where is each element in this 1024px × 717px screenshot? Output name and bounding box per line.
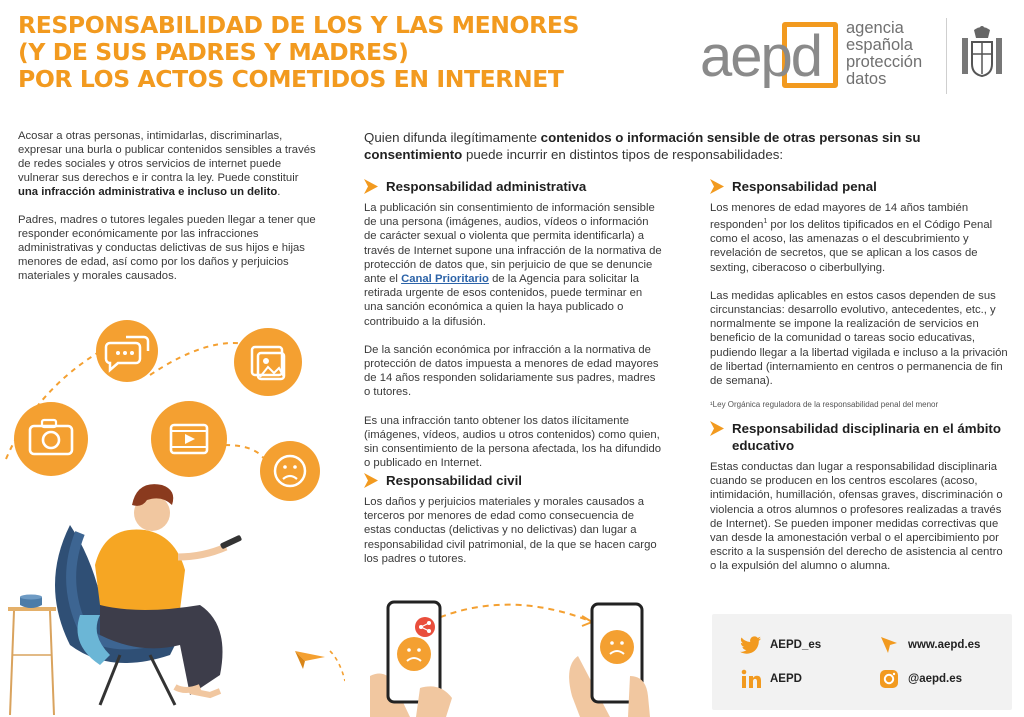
share-icon — [415, 617, 435, 637]
cursor-arrow-icon — [878, 634, 900, 656]
instagram-icon — [878, 668, 900, 690]
section-heading — [710, 178, 1010, 195]
intro-paragraph-2: Padres, madres o tutores legales pueden llegar a tener que responder económicamente por las infracciones administrativas y conductas delictivas de sus hijos e hijas menores de edad, así como por los daños y perjuicios materiales y morales causados. — [18, 214, 316, 282]
section-body — [710, 460, 1010, 574]
section-administrativa — [364, 178, 664, 484]
lead-bold: contenidos o información sensible de otras personas sin su consentimiento — [364, 130, 921, 162]
page-title — [18, 12, 658, 93]
phone-left — [370, 602, 452, 717]
sad-face-icon — [260, 441, 320, 501]
coat-of-arms-icon — [956, 24, 1008, 84]
disc-paragraph-1: Estas conductas dan lugar a responsabilidad disciplinaria cuando se producen en los centros escolares (acoso, intimidación, humillación, ofensas graves, discriminación o violencia a otros alumnos o profesores realizadas a través de Internet). Se pueden imponer medidas correctivas que van desde la amonestación verbal o el apercibimiento por escrito a la suspensión del derecho de asistencia al centro o la expulsión del alumno o alumna. — [710, 461, 1003, 573]
website-url: www.aepd.es — [908, 639, 981, 651]
chevron-right-icon — [364, 179, 378, 194]
website-link[interactable] — [878, 634, 980, 656]
section-penal — [710, 178, 1010, 426]
intro-p1-bold: una infracción administrativa e incluso un delito — [18, 186, 278, 198]
aepd-logo — [700, 18, 1010, 96]
penal-footnote: ¹Ley Orgánica reguladora de la responsabilidad penal del menor — [710, 400, 939, 410]
twitter-handle: AEPD_es — [770, 639, 822, 651]
twitter-icon — [740, 634, 762, 656]
linkedin-handle: AEPD — [770, 673, 802, 685]
section-body — [364, 495, 664, 566]
penal-p1-a: Los menores de edad mayores de 14 años también responden — [710, 202, 969, 231]
heading-text: Responsabilidad administrativa — [386, 179, 587, 194]
phones-illustration — [360, 596, 660, 717]
title-line-3: POR LOS ACTOS COMETIDOS EN INTERNET — [18, 65, 564, 93]
logo-divider — [946, 18, 947, 94]
logo-line: agencia — [846, 19, 904, 37]
chevron-right-icon — [364, 473, 378, 488]
section-disciplinaria — [710, 420, 1010, 588]
admin-paragraph-1 — [364, 201, 664, 329]
chat-bubbles-icon — [96, 320, 158, 382]
instagram-link[interactable] — [878, 668, 962, 690]
admin-paragraph-3: Es una infracción tanto obtener los datos ilícitamente (imágenes, vídeos, audios u otros contenidos) como quien, sin consentimiento de la persona afectada, los ha difundido o publicado en Internet. — [364, 414, 662, 470]
intro-text — [18, 129, 318, 297]
admin-p1-b: de la Agencia para solicitar la retirada urgente de esos contenidos, puede terminar en una sanción económica a quien la haya publicado o contribuido a la difusión. — [364, 273, 643, 328]
title-line-1: RESPONSABILIDAD DE LOS Y LAS MENORES — [18, 11, 579, 39]
lead-text-2: puede incurrir en distintos tipos de responsabilidades: — [462, 147, 784, 162]
lead-text-1: Quien difunda ilegítimamente — [364, 130, 541, 145]
teen-phone-illustration — [0, 295, 345, 715]
section-heading — [364, 472, 664, 489]
phone-right — [569, 604, 650, 717]
civil-paragraph-1: Los daños y perjuicios materiales y morales causados a terceros por menores de edad como consecuencia de estas conductas (delictivas y no delictivas) dan lugar a responsabilidad civil patrimonial, de la que se hacen cargo los padres o tutores. — [364, 496, 657, 565]
intro-p1-text: Acosar a otras personas, intimidarlas, discriminarlas, expresar una burla o publicar contenidos sensibles a través de redes sociales y otros servicios de internet puede vulnerar sus derechos e ir contra la ley. Puede constituir — [18, 130, 316, 184]
admin-p1-a: La publicación sin consentimiento de información sensible de una persona (imágenes, audios, vídeos o información de carácter sexual o violenta que permita identificarla) a través de Internet supone una infracción de la normativa de protección de datos que, sin perjuicio de que se denuncie ante el — [364, 202, 662, 286]
images-icon — [234, 328, 302, 396]
chevron-right-icon — [710, 179, 724, 194]
logo-line: española — [846, 36, 913, 54]
title-line-2: (Y DE SUS PADRES Y MADRES) — [18, 38, 409, 66]
intro-paragraph-1 — [18, 129, 318, 199]
admin-paragraph-2: De la sanción económica por infracción a la normativa de protección de datos impuesta a menores de edad mayores de 14 años responden solidariamente sus padres, madres o tutores. — [364, 343, 659, 399]
instagram-handle: @aepd.es — [908, 673, 963, 685]
linkedin-link[interactable] — [740, 668, 802, 690]
canal-prioritario-link[interactable]: Canal Prioritario — [401, 273, 489, 286]
logo-text — [846, 20, 922, 88]
lead-paragraph — [364, 129, 984, 163]
penal-p1-b: por los delitos tipificados en el Código Penal como el acoso, las amenazas o el descubrimiento y revelación de secretos, que se aplican a los casos de sexting, ciberacoso o ciberbullying. — [710, 218, 993, 274]
camera-icon — [14, 402, 88, 476]
footnote-marker: 1 — [763, 218, 768, 226]
logo-line: protección — [846, 53, 923, 71]
logo-wordmark: aepd — [700, 24, 822, 89]
intro-p1-end: . — [277, 186, 281, 198]
penal-paragraph-2: Las medidas aplicables en estos casos dependen de sus circunstancias: desarrollo evolutivo, antecedentes, etc., y normalmente se impone la realización de servicios en beneficio de la comunidad o tareas socio educativas, pudiendo llegar a la libertad vigilada e incluso a la privación de libertad (internamiento en centros o permanencia de fin de semana). — [710, 289, 1008, 387]
linkedin-icon — [740, 668, 762, 690]
section-civil — [364, 472, 664, 580]
chevron-right-icon — [710, 421, 724, 436]
side-table — [8, 595, 56, 716]
heading-text: Responsabilidad penal — [732, 179, 877, 194]
logo-line: datos — [846, 70, 887, 88]
twitter-link[interactable] — [740, 634, 821, 656]
video-icon — [151, 401, 227, 477]
section-body — [364, 201, 664, 470]
section-heading — [364, 178, 664, 195]
paper-plane-icon — [295, 651, 345, 681]
section-heading — [710, 420, 1010, 454]
section-body — [710, 201, 1010, 412]
heading-text: Responsabilidad disciplinaria en el ámbito educativo — [732, 421, 1001, 453]
penal-paragraph-1 — [710, 201, 1010, 275]
social-links-box — [712, 614, 1012, 710]
heading-text: Responsabilidad civil — [386, 473, 522, 488]
teenager — [78, 484, 243, 695]
